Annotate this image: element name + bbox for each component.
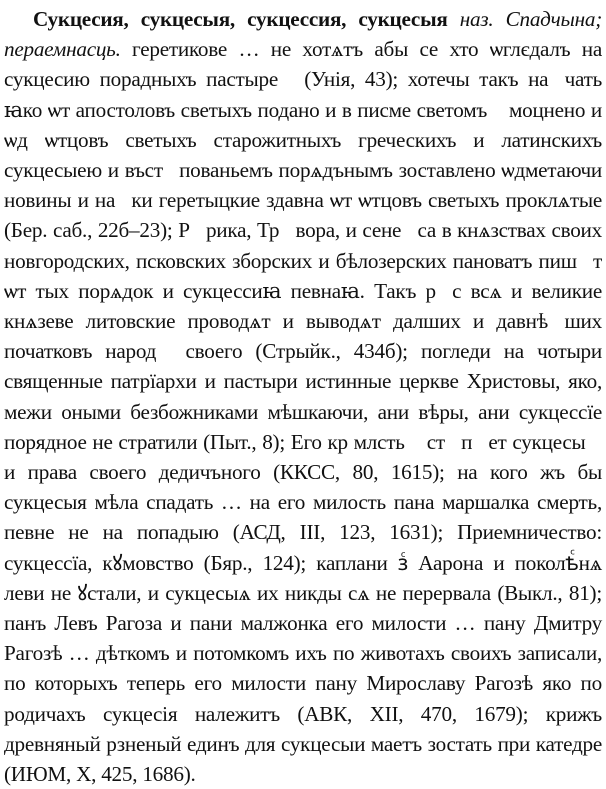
dictionary-entry [4,4,602,789]
entry-headword: Сукцесия, сукцесыя, сукцессия, сукцесыя [33,7,448,31]
entry-quotations: геретикове … не хотѧтъ абы се хто ѡглєдалъ на сукцесию порадныхъ пастыреⷭ (Унія, 43); хотечы такъ наꙋчать ꙗко ѡт апостоловъ светыхъ подано и в писме светомъ ꙋмоцнено и ѡд ѡтцовъ светыхъ старожитныхъ греческихъ и латинскихъ сукцесыею и въстꙋпованьемъ порѧдънымъ зоставлено ѡдметаючи новины и наꙋки геретыцкие здавна ѡт ѡтцовъ светыхъ проклѧтые (Бер. саб., 22б–23); Рꙋрика, Трꙋвора, и сенеꙋса в кнѧзствах своих новгородских, псковских зборских и бѣлозерских пановатъ пишꙋт ѡт тых порѧдок и сукцессиꙗ певнаꙗ. Такъ рꙋс всѧ и великие кнѧзеве литовские проводѧт и выводѧт далших и давнѣⷭших початковъ народꙋ своего (Стрыйк., 434б); погледи на чотыри священные патрїархи и пастыри истинные церкве Христовы, яко, межи оными безбожниками мѣшкаючи, ани вѣры, ани сукцессїе порядное не стратили (Пыт., 8); Его кр млсть ꙋстꙋпꙋет сукцесыⷭ и права своего дедичъного (ККСС, 80, 1615); на кого жъ бы сукцесыя мѣла спадать … на его милость пана маршалка смерть, певне не на попадыю (АСД, III, 123, 1631); Приемничество: сукцессїа, кꙋмовство (Бяр., 124); каплани зⷭ Аарона и поколѣⷭнѧ леви не ꙋстали, и сукцесыѧ их никды сѧ не перервала (Выкл., 81); панъ Левъ Рагоза и пани малжонка его милости … пану Дмитру Рагозѣ … дѣткомъ и потомкомъ ихъ по животахъ своихъ записали, по которыхъ теперь его милости пану Мирославу Рагозѣ яко по родичахъ сукцесія належитъ (АВК, XII, 470, 1679); крижъ древняный рзненый единъ для сукцесыи маетъ зостать при катедре (ИЮМ, X, 425, 1686). [4,37,602,787]
entry-gloss: наз. Спадчына; пераемнасць. [4,7,603,62]
